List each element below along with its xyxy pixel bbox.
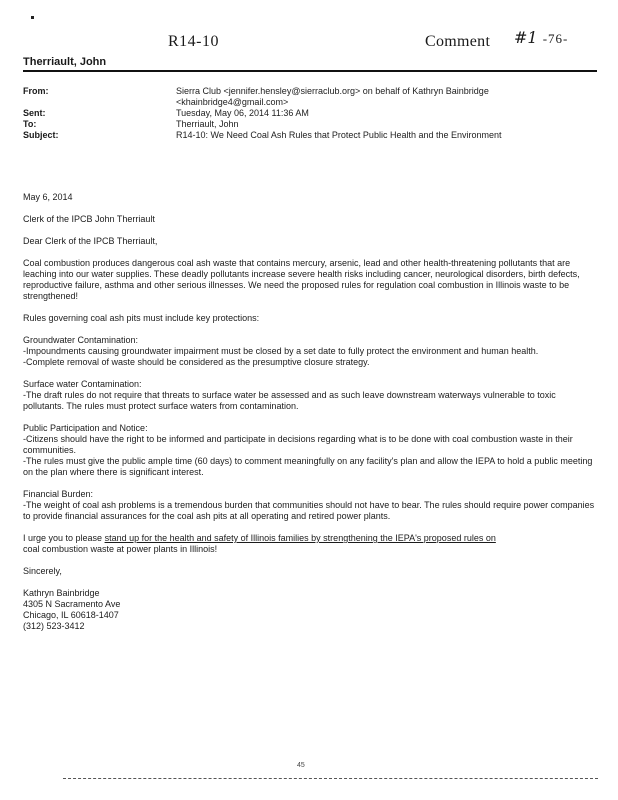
groundwater-section <box>23 335 598 368</box>
signature-phone: (312) 523-3412 <box>23 621 85 631</box>
urge-underlined: stand up for the health and safety of Illinois families by strengthening the IEPA's proposed rules on <box>104 533 496 543</box>
urge-paragraph <box>23 533 598 555</box>
section-item: -The rules must give the public ample time (60 days) to comment meaningfully on any facility's plan and allow the IEPA to hold a public meeting on the plan where there is significant interest. <box>23 456 593 477</box>
section-item: -Citizens should have the right to be informed and participate in decisions regarding what is to be done with coal combustion waste in their communities. <box>23 434 573 455</box>
subject-value: R14-10: We Need Coal Ash Rules that Protect Public Health and the Environment <box>176 130 502 140</box>
docket-stamp: R14-10 <box>168 33 219 50</box>
comment-number-value: #1 <box>514 28 538 47</box>
letter-recipient: Clerk of the IPCB John Therriault <box>23 214 155 224</box>
from-row <box>23 86 603 108</box>
to-row <box>23 119 603 130</box>
from-line-2: <khainbridge4@gmail.com> <box>176 97 289 107</box>
signature-street: 4305 N Sacramento Ave <box>23 599 121 609</box>
urge-end: coal combustion waste at power plants in Illinois! <box>23 544 218 554</box>
letter-date: May 6, 2014 <box>23 192 73 202</box>
mailbox-owner: Therriault, John <box>23 56 107 68</box>
signature-name: Kathryn Bainbridge <box>23 588 100 598</box>
to-value: Therriault, John <box>176 119 239 129</box>
section-heading: Groundwater Contamination: <box>23 335 139 345</box>
letter-body <box>23 192 598 632</box>
urge-start: I urge you to please <box>23 533 105 543</box>
from-line-1: Sierra Club <jennifer.hensley@sierraclub.org> on behalf of Kathryn Bainbridge <box>176 86 489 96</box>
footer-rule <box>63 778 598 779</box>
page-number: 45 <box>297 762 305 769</box>
header-rule <box>23 70 597 72</box>
scan-mark <box>31 16 34 19</box>
letter-salutation: Dear Clerk of the IPCB Therriault, <box>23 236 158 246</box>
section-item: -Complete removal of waste should be considered as the presumptive closure strategy. <box>23 357 370 367</box>
comment-number <box>514 28 568 47</box>
subject-label: Subject: <box>23 130 59 140</box>
sent-row <box>23 108 603 119</box>
email-header <box>23 86 603 141</box>
signature-city: Chicago, IL 60618-1407 <box>23 610 119 620</box>
protections-paragraph: Rules governing coal ash pits must include key protections: <box>23 313 260 323</box>
section-item: -Impoundments causing groundwater impairment must be closed by a set date to fully protect the environment and human health. <box>23 346 539 356</box>
comment-number-suffix: -76- <box>542 31 569 46</box>
public-participation-section <box>23 423 598 478</box>
section-item: -The draft rules do not require that threats to surface water be assessed and as such leave downstream waterways vulnerable to toxic pollutants. The rules must protect surface waters from contamination. <box>23 390 556 411</box>
sent-value: Tuesday, May 06, 2014 11:36 AM <box>176 108 309 118</box>
to-label: To: <box>23 119 37 129</box>
section-heading: Surface water Contamination: <box>23 379 142 389</box>
financial-burden-section <box>23 489 598 522</box>
section-heading: Public Participation and Notice: <box>23 423 148 433</box>
surface-water-section <box>23 379 598 412</box>
section-item: -The weight of coal ash problems is a tremendous burden that communities should not have to bear. The rules should require power companies to provide financial assurances for the coal ash pits at all operating and retired power plants. <box>23 500 595 521</box>
closing: Sincerely, <box>23 566 62 576</box>
intro-paragraph: Coal combustion produces dangerous coal ash waste that contains mercury, arsenic, lead and other health-threatening pollutants that are leaching into our water supplies. These deadly pollutants increase severe health risks including cancer, neurological disorders, birth defects, reproductive failure, asthma and other serious illnesses. We need the proposed rules for regulation coal combustion in Illinois waste to be strengthened! <box>23 258 580 301</box>
from-label: From: <box>23 86 49 96</box>
section-heading: Financial Burden: <box>23 489 94 499</box>
signature-block <box>23 588 598 632</box>
from-value <box>176 86 603 108</box>
sent-label: Sent: <box>23 108 46 118</box>
comment-stamp: Comment <box>425 33 491 50</box>
subject-row <box>23 130 603 141</box>
